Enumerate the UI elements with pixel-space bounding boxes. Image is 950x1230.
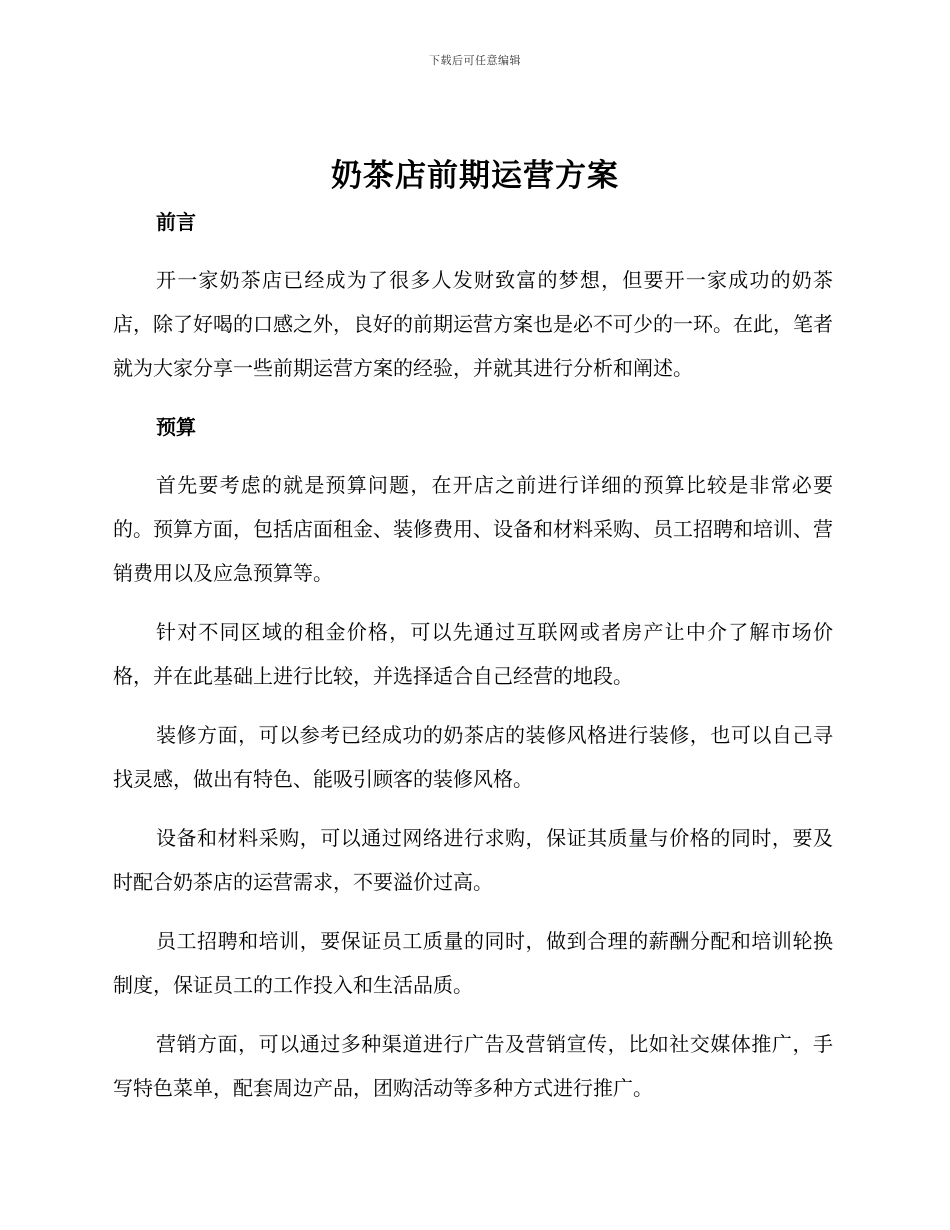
paragraph-budget-overview: 首先要考虑的就是预算问题，在开店之前进行详细的预算比较是非常必要的。预算方面，包括店面租金、装修费用、设备和材料采购、员工招聘和培训、营销费用以及应急预算等。 <box>113 473 833 585</box>
section-heading-budget: 预算 <box>156 415 196 439</box>
document-body <box>113 200 833 1110</box>
paragraph-budget-decoration: 装修方面，可以参考已经成功的奶茶店的装修风格进行装修，也可以自己寻找灵感，做出有特色、能吸引顾客的装修风格。 <box>113 723 833 791</box>
page-header-note: 下载后可任意编辑 <box>429 54 521 67</box>
section-heading-preface: 前言 <box>156 210 196 234</box>
paragraph-budget-equipment: 设备和材料采购，可以通过网络进行求购，保证其质量与价格的同时，要及时配合奶茶店的运营需求，不要溢价过高。 <box>113 826 833 894</box>
paragraph-budget-marketing: 营销方面，可以通过多种渠道进行广告及营销宣传，比如社交媒体推广，手写特色菜单，配套周边产品，团购活动等多种方式进行推广。 <box>113 1032 833 1100</box>
paragraph-preface: 开一家奶茶店已经成为了很多人发财致富的梦想，但要开一家成功的奶茶店，除了好喝的口感之外，良好的前期运营方案也是必不可少的一环。在此，笔者就为大家分享一些前期运营方案的经验，并就其进行分析和阐述。 <box>113 268 833 380</box>
paragraph-budget-staff: 员工招聘和培训，要保证员工质量的同时，做到合理的薪酬分配和培训轮换制度，保证员工的工作投入和生活品质。 <box>113 929 833 997</box>
document-title: 奶茶店前期运营方案 <box>331 158 619 194</box>
paragraph-budget-rent: 针对不同区域的租金价格，可以先通过互联网或者房产让中介了解市场价格，并在此基础上进行比较，并选择适合自己经营的地段。 <box>113 620 833 688</box>
